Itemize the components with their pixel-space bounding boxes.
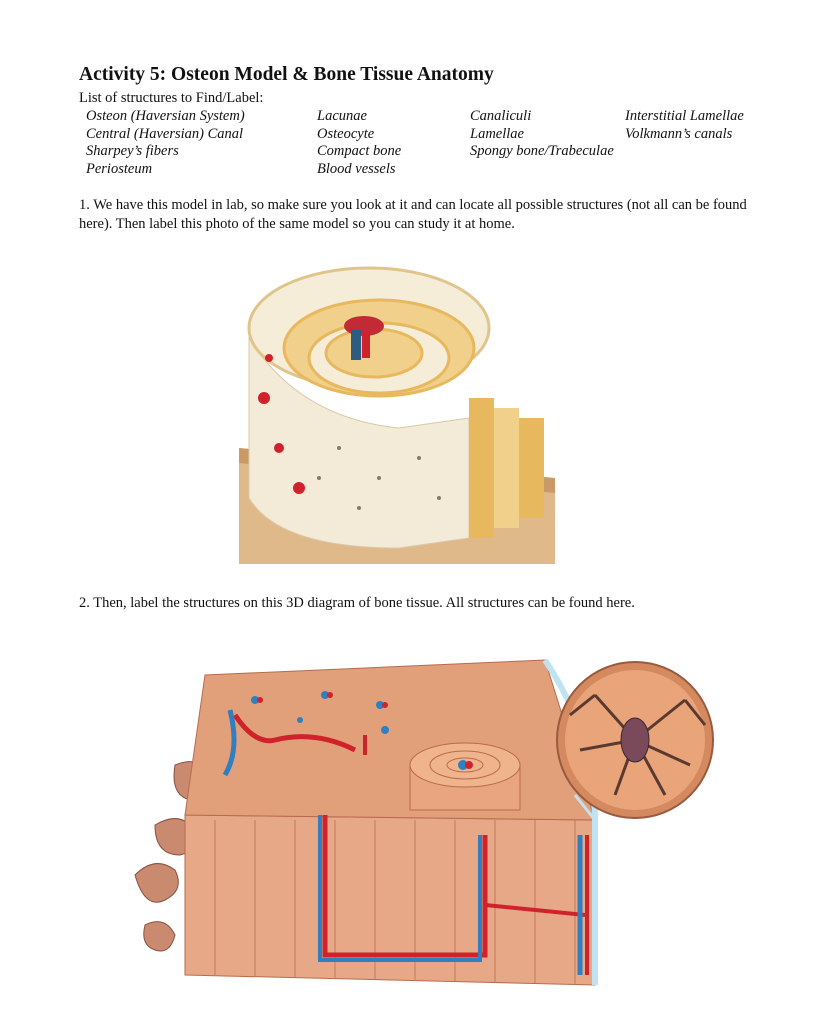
structure-item: Periosteum [86, 160, 153, 177]
structure-item: Volkmann’s canals [625, 125, 733, 142]
structure-item: Compact bone [317, 143, 402, 159]
page-title: Activity 5: Osteon Model & Bone Tissue Anatomy [79, 64, 494, 85]
structure-item: Central (Haversian) Canal [86, 125, 244, 142]
bone-tissue-3d-diagram [125, 655, 725, 1000]
structure-item: Osteocyte [317, 125, 375, 142]
structure-item: Canaliculi [470, 108, 532, 124]
structure-item: Spongy bone/Trabeculae [470, 143, 614, 159]
structures-column-4 [625, 108, 744, 143]
structures-column-3 [470, 108, 614, 161]
structure-item: Sharpey’s fibers [86, 143, 179, 159]
structure-item: Interstitial Lamellae [625, 108, 744, 124]
structures-column-2 [317, 108, 401, 178]
structures-list [86, 108, 786, 180]
question-2: 2. Then, label the structures on this 3D diagram of bone tissue. All structures can be found here. [79, 595, 635, 611]
structure-item: Lacunae [317, 108, 367, 124]
question-1: 1. We have this model in lab, so make sure you look at it and can locate all possible structures (not all can be found here). Then label this photo of the same model so you can study it at home. [79, 197, 747, 232]
structure-item: Blood vessels [317, 160, 396, 177]
structures-list-heading: List of structures to Find/Label: [79, 90, 264, 106]
osteon-model-photo [239, 248, 555, 564]
structure-item: Osteon (Haversian System) [86, 108, 245, 124]
structure-item: Lamellae [470, 125, 524, 142]
structures-column-1 [86, 108, 245, 178]
